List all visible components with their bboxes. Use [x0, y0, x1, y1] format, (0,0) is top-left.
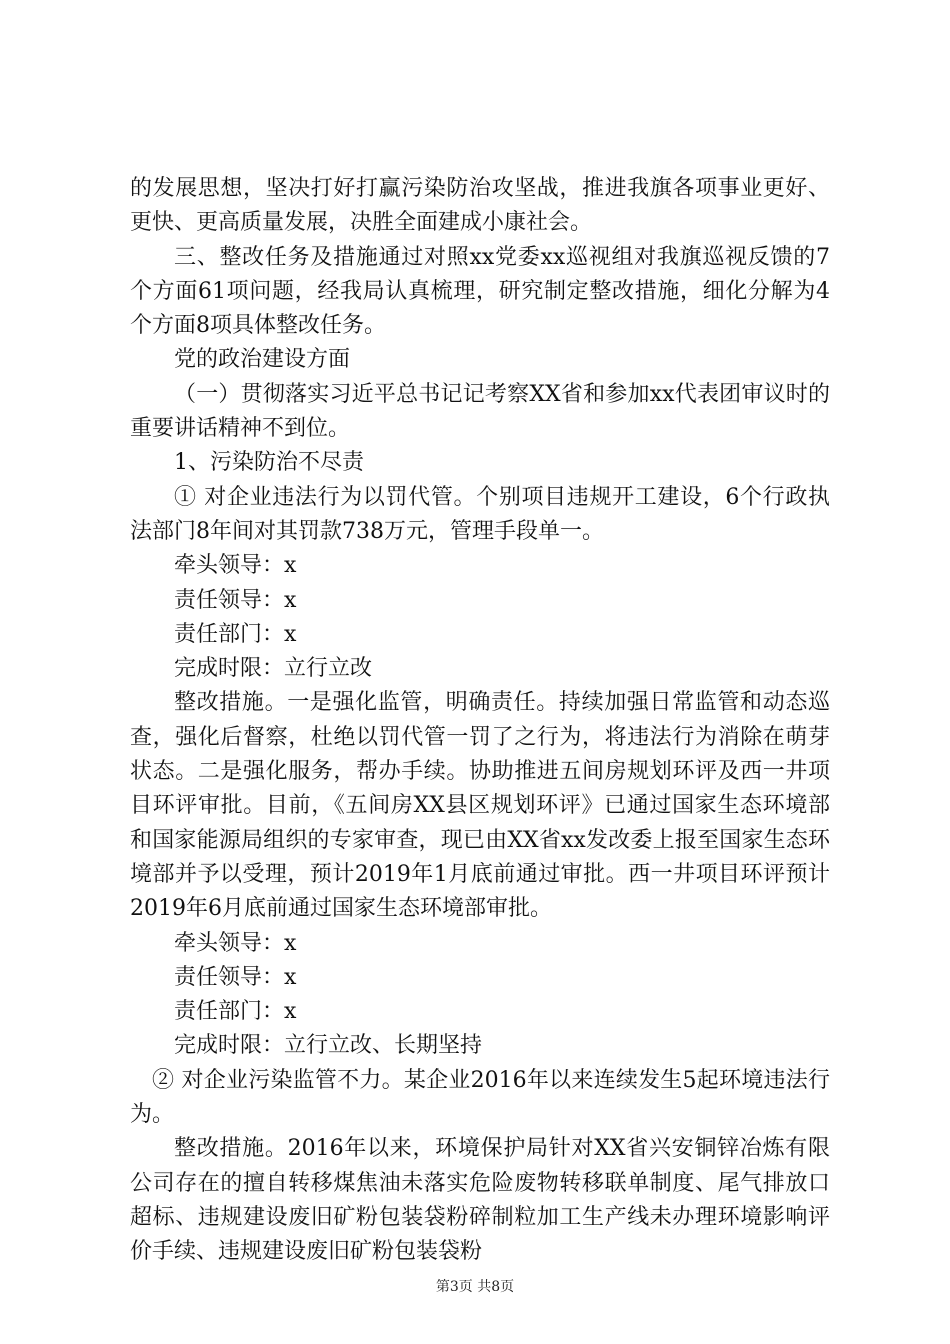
paragraph: 整改措施。一是强化监管，明确责任。持续加强日常监管和动态巡查，强化后督察，杜绝以罚代管一罚了之行为，将违法行为消除在萌芽状态。二是强化服务，帮办手续。协助推进五间房规划环评及西一井项目环评审批。目前，《五间房XX县区规划环评》已通过国家生态环境部和国家能源局组织的专家审查，现已由XX省xx发改委上报至国家生态环境部并予以受理，预计2019年1月底前通过审批。西一井项目环评预计2019年6月底前通过国家生态环境部审批。 — [130, 690, 830, 922]
item-heading: 1、污染防治不尽责 — [174, 450, 364, 476]
paragraph: 的发展思想，坚决打好打赢污染防治攻坚战，推进我旗各项事业更好、更快、更高质量发展，决胜全面建成小康社会。 — [130, 176, 830, 236]
page-footer: 第3页 共8页 — [435, 1279, 515, 1295]
section-heading: 党的政治建设方面 — [174, 347, 351, 373]
lead-leader-line: 牵头领导：x — [174, 553, 297, 579]
document-body — [130, 172, 830, 1270]
responsible-leader-line: 责任领导：x — [174, 964, 297, 990]
subsection-heading: （一）贯彻落实习近平总书记记考察XX省和参加xx代表团审议时的重要讲话精神不到位。 — [130, 381, 830, 442]
responsible-leader-line: 责任领导：x — [174, 587, 297, 613]
deadline-line: 完成时限：立行立改 — [174, 656, 373, 682]
paragraph: ① 对企业违法行为以罚代管。个别项目违规开工建设，6个行政执法部门8年间对其罚款738万元，管理手段单一。 — [130, 484, 830, 544]
lead-leader-line: 牵头领导：x — [174, 930, 297, 956]
responsible-department-line: 责任部门：x — [174, 621, 297, 647]
paragraph: ② 对企业污染监管不力。某企业2016年以来连续发生5起环境违法行为。 — [130, 1067, 830, 1128]
responsible-department-line: 责任部门：x — [174, 999, 297, 1025]
paragraph: 三、整改任务及措施通过对照xx党委xx巡视组对我旗巡视反馈的7个方面61项问题，经我局认真梳理，研究制定整改措施，细化分解为4个方面8项具体整改任务。 — [130, 244, 830, 339]
paragraph: 整改措施。2016年以来，环境保护局针对XX省兴安铜锌冶炼有限公司存在的擅自转移煤焦油未落实危险废物转移联单制度、尾气排放口超标、违规建设废旧矿粉包装袋粉碎制粒加工生产线未办理环境影响评价手续、违规建设废旧矿粉包装袋粉 — [130, 1136, 830, 1265]
deadline-line: 完成时限：立行立改、长期坚持 — [174, 1033, 483, 1059]
